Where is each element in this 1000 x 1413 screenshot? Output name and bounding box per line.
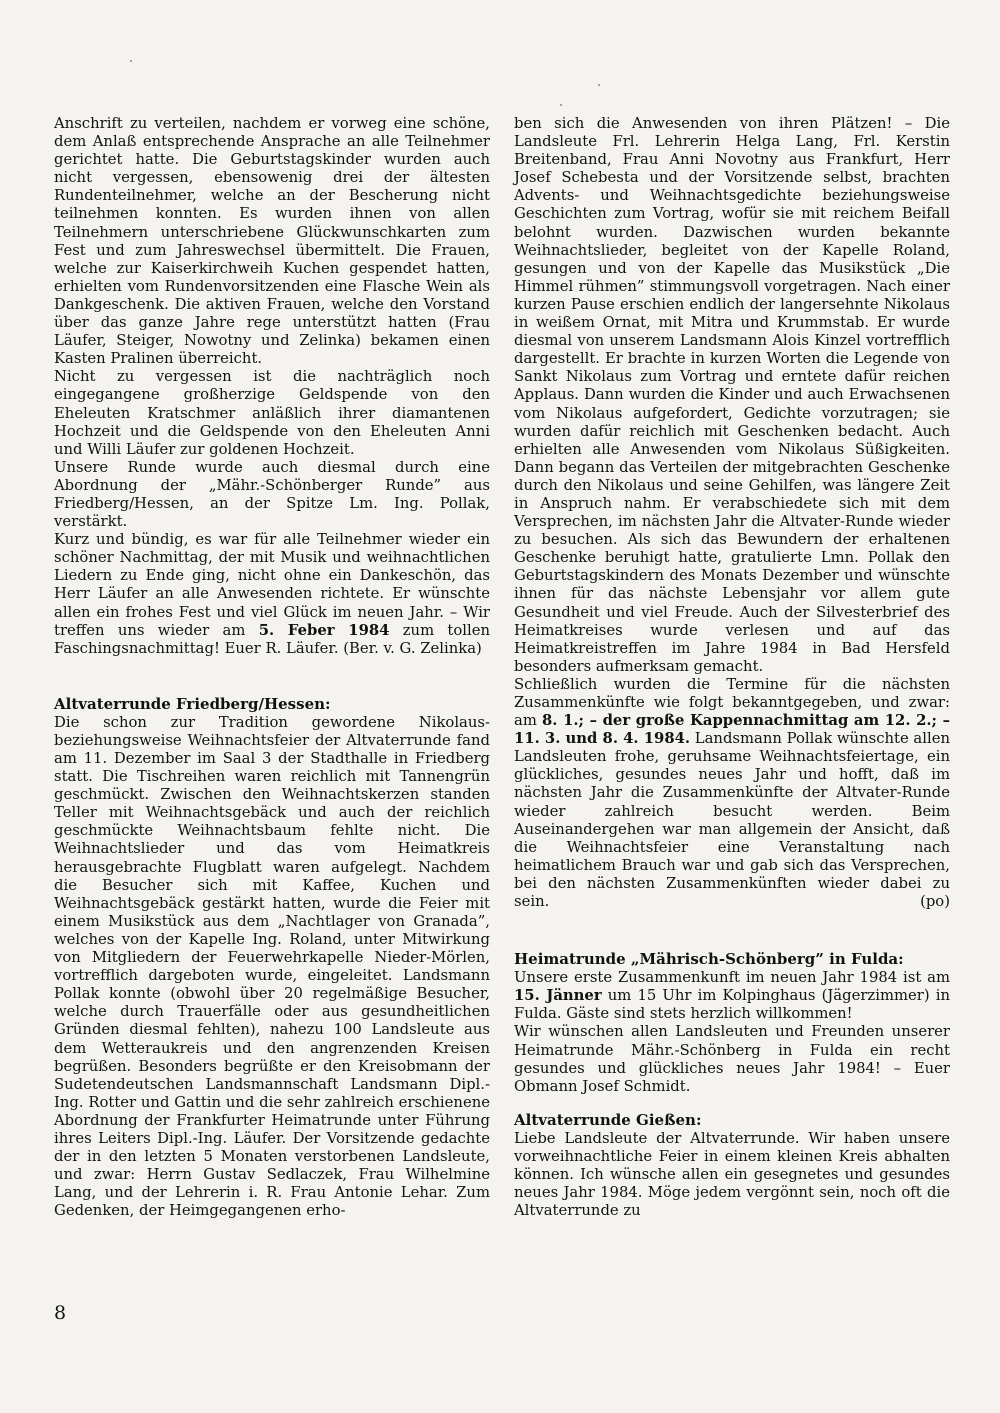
fulda-text-start: Unsere erste Zusammenkunft im neuen Jahr 1984 ist am [514,969,950,987]
termine-text-end: Landsmann Pollak wünschte allen Landsleuten frohe, geruhsame Weihnachtsfeiertage, ein glückliches, gesundes neues Jahr und hofft, daß im nächsten Jahr die Zusammenkünfte der Altvater-Runde wieder zahlreich besucht werden. Beim Auseinandergehen war man allgemein der Ansicht, daß die Weihnachtsfeier eine Veranstaltung nach heimatlichem Brauch war und gab sich das Versprechen, bei den nächsten Zusammenkünften wieder dabei zu sein. [514,730,950,911]
termine-dates: 8. 1.; – der große Kappennachmittag am 12. 2.; – 11. 3. und 8. 4. 1984. [514,712,950,748]
paragraph-termine [514,676,950,911]
paragraph-donation: Nicht zu vergessen ist die nachträglich noch eingegangene großherzige Geldspende von den Eheleuten Kratschmer anläßlich ihrer diamantenen Hochzeit und die Geldspende von den Eheleuten Anni und Willi Läufer zur goldenen Hochzeit. [54,368,490,458]
spacer [54,658,490,694]
scan-speck [130,60,132,62]
date-feber-1984: 5. Feber 1984 [258,621,390,639]
left-column [54,115,490,1220]
date-15-jaenner: 15. Jänner [514,987,602,1005]
paragraph-nikolaus: ben sich die Anwesenden von ihren Plätzen! – Die Landsleute Frl. Lehrerin Helga Lang, Frl. Kerstin Breitenband, Frau Anni Novotny aus Frankfurt, Herr Josef Schebesta und der Vorsitzende selbst, brachten Advents- und Weihnachtsgedichte beziehungsweise Geschichten zum Vortrag, wofür sie mit reichem Beifall belohnt wurden. Dazwischen wurden bekannte Weihnachtslieder, begleitet von der Kapelle Roland, gesungen und von der Kapelle das Musikstück „Die Himmel rühmen” stimmungsvoll vorgetragen. Nach einer kurzen Pause erschien endlich der langersehnte Nikolaus in weißem Ornat, mit Mitra und Krummstab. Er wurde diesmal von unserem Landsmann Alois Kinzel vortrefflich dargestellt. Er brachte in kurzen Worten die Legende von Sankt Nikolaus zum Vortrag und erntete dafür reichen Applaus. Dann wurden die Kinder und auch Erwachsenen vom Nikolaus aufgefordert, Gedichte vorzutragen; sie wurden dafür reichlich mit Geschenken bedacht. Auch erhielten alle Anwesenden vom Nikolaus Süßigkeiten. Dann begann das Verteilen der mitgebrachten Geschenke durch den Nikolaus und seine Gehilfen, was längere Zeit in Anspruch nahm. Er verabschiedete sich mit dem Versprechen, im nächsten Jahr die Altvater-Runde wieder zu besuchen. Als sich das Bewundern der erhaltenen Geschenke beruhigt hatte, gratulierte Lmn. Pollak den Geburtstagskindern des Monats Dezember und wünschte ihnen für das nächste Lebensjahr vor allem gute Gesundheit und viel Freude. Auch der Silvesterbrief des Heimatkreises wurde verlesen und auf das Heimatkreistreffen im Jahre 1984 in Bad Hersfeld besonders aufmerksam gemacht. [514,115,950,675]
scan-speck [560,104,562,106]
paragraph-friedberg-report: Die schon zur Tradition gewordene Nikolaus- beziehungsweise Weihnachtsfeier der Altvaterrunde fand am 11. Dezember im Saal 3 der Stadthalle in Friedberg statt. Die Tischreihen waren reichlich mit Tannengrün geschmückt. Zwischen den Weihnachtskerzen standen Teller mit Weihnachtsgebäck und auch der reichlich geschmückte Weihnachtsbaum fehlte nicht. Die Weihnachtslieder und das vom Heimatkreis herausgebrachte Flugblatt waren aufgelegt. Nachdem die Besucher sich mit Kaffee, Kuchen und Weihnachtsgebäck gestärkt hatten, wurde die Feier mit einem Musikstück aus dem „Nachtlager von Granada”, welches von der Kapelle Ing. Roland, unter Mitwirkung von Mitgliedern der Feuerwehrkapelle Nieder-Mörlen, vortrefflich dargeboten wurde, eingeleitet. Landsmann Pollak konnte (obwohl über 20 regelmäßige Besucher, welche durch Trauerfälle oder aus gesundheitlichen Gründen diesmal fehlten), nahezu 100 Landsleute aus dem Wetteraukreis und den angrenzenden Kreisen begrüßen. Besonders begrüßte er den Kreisobmann der Sudetendeutschen Landsmannschaft Landsmann Dipl.-Ing. Rotter und Gattin und die sehr zahlreich erschienene Abordnung der Frankfurter Heimatrunde unter Führung ihres Leiters Dipl.-Ing. Läufer. Der Vorsitzende gedachte der in den letzten 5 Monaten verstorbenen Landsleute, und zwar: Herrn Gustav Sedlaczek, Frau Wilhelmine Lang, und der Lehrerin i. R. Frau Antonie Lehar. Zum Gedenken, der Heimgegangenen erho- [54,713,490,1220]
right-column [514,115,950,1220]
page-number: 8 [54,1302,67,1324]
paragraph-delegation: Unsere Runde wurde auch diesmal durch eine Abordnung der „Mähr.-Schönberger Runde” aus Friedberg/Hessen, an der Spitze Lm. Ing. Pollak, verstärkt. [54,458,490,531]
scan-speck [598,84,600,86]
paragraph-distribution: Anschrift zu verteilen, nachdem er vorweg eine schöne, dem Anlaß entsprechende Ansprache an alle Teilnehmer gerichtet hatte. Die Geburtstagskinder wurden auch nicht vergessen, ebensowenig drei der ältesten Rundenteilnehmer, welche an der Bescherung nicht teilnehmen konnten. Es wurden ihnen von allen Teilnehmern unterschriebene Glückwunschkarten zum Fest und zum Jahreswechsel übermittelt. Die Frauen, welche zur Kaiserkirchweih Kuchen gespendet hatten, erhielten vom Rundenvorsitzenden eine Flasche Wein als Dankgeschenk. Die aktiven Frauen, welche den Vorstand über das ganze Jahre rege unterstützt hatten (Frau Läufer, Steiger, Nowotny und Zelinka) bekamen einen Kasten Pralinen überreicht. [54,115,490,368]
closing-text-end: zum tollen Faschingsnachmittag! Euer R. Läufer. (Ber. v. G. Zelinka) [54,621,490,657]
spacer [514,1096,950,1110]
closing-text-start: Kurz und bündig, es war für alle Teilnehmer wieder ein schöner Nachmittag, der mit Musik und weihnachtlichen Liedern zu Ende ging, nicht ohne ein Dankeschön, das Herr Läufer an alle Anwesenden richtete. Er wünschte allen ein frohes Fest und viel Glück im neuen Jahr. – Wir treffen uns wieder am [54,531,490,639]
termine-text-start: Schließlich wurden die Termine für die nächsten Zusammenkünfte wie folgt bekanntgegeben, und zwar: am [514,675,950,730]
section-heading-friedberg: Altvaterrunde Friedberg/Hessen: [54,694,331,713]
section-heading-giessen: Altvaterrunde Gießen: [514,1110,702,1129]
paragraph-closing [54,531,490,658]
spacer [514,911,950,949]
paragraph-fulda-meeting [514,969,950,1023]
fulda-text-end: um 15 Uhr im Kolpinghaus (Jägerzimmer) in Fulda. Gäste sind stets herzlich willkommen! [514,987,950,1023]
paragraph-fulda-wishes: Wir wünschen allen Landsleuten und Freunden unserer Heimatrunde Mähr.-Schönberg in Fulda ein recht gesundes und glückliches neues Jahr 1984! – Euer Obmann Josef Schmidt. [514,1023,950,1095]
author-sign: (po) [920,893,950,911]
section-heading-fulda: Heimatrunde „Mährisch-Schönberg” in Fulda: [514,950,904,969]
paragraph-giessen: Liebe Landsleute der Altvaterrunde. Wir haben unsere vorweihnachtliche Feier in einem kleinen Kreis abhalten können. Ich wünsche allen ein gesegnetes und gesundes neues Jahr 1984. Möge jedem vergönnt sein, noch oft die Altvaterrunde zu [514,1129,950,1220]
